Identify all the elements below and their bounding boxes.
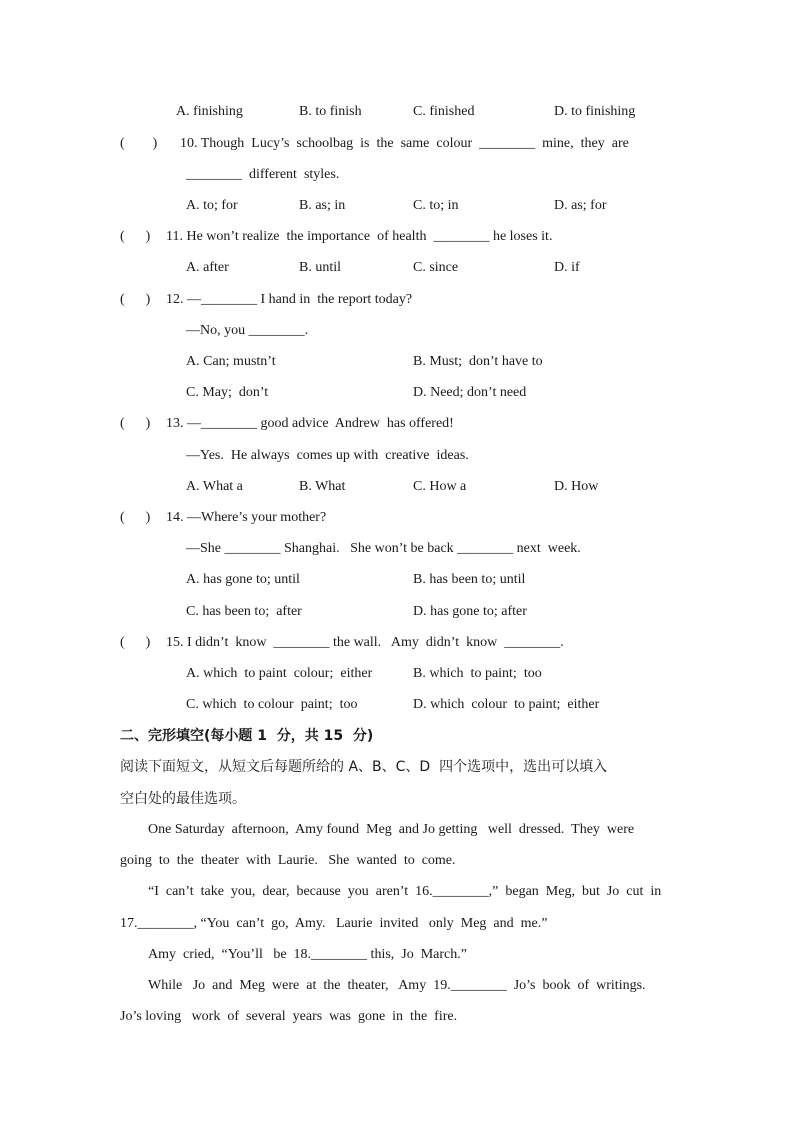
q9-option-c: C. finished	[413, 104, 475, 119]
q9-option-d: D. to finishing	[554, 104, 636, 119]
passage-paragraph-2: “I can’t take you, dear, because you aren’t 16.________,” began Meg, but Jo cut in	[148, 884, 662, 899]
q9-option-a: A. finishing	[176, 104, 243, 119]
q13-option-b: B. What	[299, 479, 346, 494]
q11-option-d: D. if	[554, 260, 580, 275]
q13-dialogue-reply: —Yes. He always comes up with creative ideas.	[186, 448, 469, 463]
q10-stem: 10. Though Lucy’s schoolbag is the same colour ________ mine, they are	[180, 136, 629, 151]
q13-stem: 13. —________ good advice Andrew has offered!	[166, 416, 454, 431]
q12-stem: 12. —________ I hand in the report today?	[166, 292, 413, 307]
q15-option-c: C. which to colour paint; too	[186, 697, 358, 712]
q15-stem: 15. I didn’t know ________ the wall. Amy didn’t know ________.	[166, 635, 564, 650]
passage-paragraph-1-continued: going to the theater with Laurie. She wanted to come.	[120, 853, 456, 868]
q10-option-c: C. to; in	[413, 198, 459, 213]
section-instructions: 阅读下面短文，从短文后每题所给的 A、B、C、D 四个选项中，选出可以填入	[120, 759, 608, 775]
q15-option-a: A. which to paint colour; either	[186, 666, 373, 681]
q11-option-b: B. until	[299, 260, 342, 275]
q12-option-d: D. Need; don’t need	[413, 385, 527, 400]
q14-option-b: B. has been to; until	[413, 572, 526, 587]
passage-paragraph-2-continued: 17.________, “You can’t go, Amy. Laurie invited only Meg and me.”	[120, 916, 548, 931]
q12-option-b: B. Must; don’t have to	[413, 354, 543, 369]
q14-answer-bracket: ( )	[120, 510, 151, 525]
q15-answer-bracket: ( )	[120, 635, 151, 650]
q10-option-d: D. as; for	[554, 198, 607, 213]
q12-option-c: C. May; don’t	[186, 385, 269, 400]
q15-option-d: D. which colour to paint; either	[413, 697, 600, 712]
q12-dialogue-reply: —No, you ________.	[186, 323, 309, 338]
q9-option-b: B. to finish	[299, 104, 362, 119]
q13-option-c: C. How a	[413, 479, 467, 494]
q14-stem: 14. —Where’s your mother?	[166, 510, 327, 525]
q14-option-a: A. has gone to; until	[186, 572, 300, 587]
q13-option-d: D. How	[554, 479, 599, 494]
q12-answer-bracket: ( )	[120, 292, 151, 307]
q11-answer-bracket: ( )	[120, 229, 151, 244]
q12-option-a: A. Can; mustn’t	[186, 354, 276, 369]
passage-paragraph-4: While Jo and Meg were at the theater, Amy 19.________ Jo’s book of writings.	[148, 978, 646, 993]
q11-stem: 11. He won’t realize the importance of health ________ he loses it.	[166, 229, 553, 244]
q15-option-b: B. which to paint; too	[413, 666, 542, 681]
q10-option-b: B. as; in	[299, 198, 346, 213]
q10-stem-continued: ________ different styles.	[186, 167, 340, 182]
q13-option-a: A. What a	[186, 479, 243, 494]
q11-option-a: A. after	[186, 260, 229, 275]
section-instructions-continued: 空白处的最佳选项。	[120, 791, 246, 807]
q11-option-c: C. since	[413, 260, 459, 275]
q14-option-c: C. has been to; after	[186, 604, 302, 619]
q10-option-a: A. to; for	[186, 198, 238, 213]
passage-paragraph-3: Amy cried, “You’ll be 18.________ this, Jo March.”	[148, 947, 467, 962]
section-heading: 二、完形填空(每小题 1 分，共 15 分)	[120, 728, 374, 744]
q13-answer-bracket: ( )	[120, 416, 151, 431]
q14-dialogue-reply: —She ________ Shanghai. She won’t be back ________ next week.	[186, 541, 581, 556]
passage-paragraph-4-continued: Jo’s loving work of several years was gone in the fire.	[120, 1009, 458, 1024]
passage-paragraph-1: One Saturday afternoon, Amy found Meg and Jo getting well dressed. They were	[148, 822, 635, 837]
q10-answer-bracket: ( )	[120, 136, 158, 151]
q14-option-d: D. has gone to; after	[413, 604, 527, 619]
